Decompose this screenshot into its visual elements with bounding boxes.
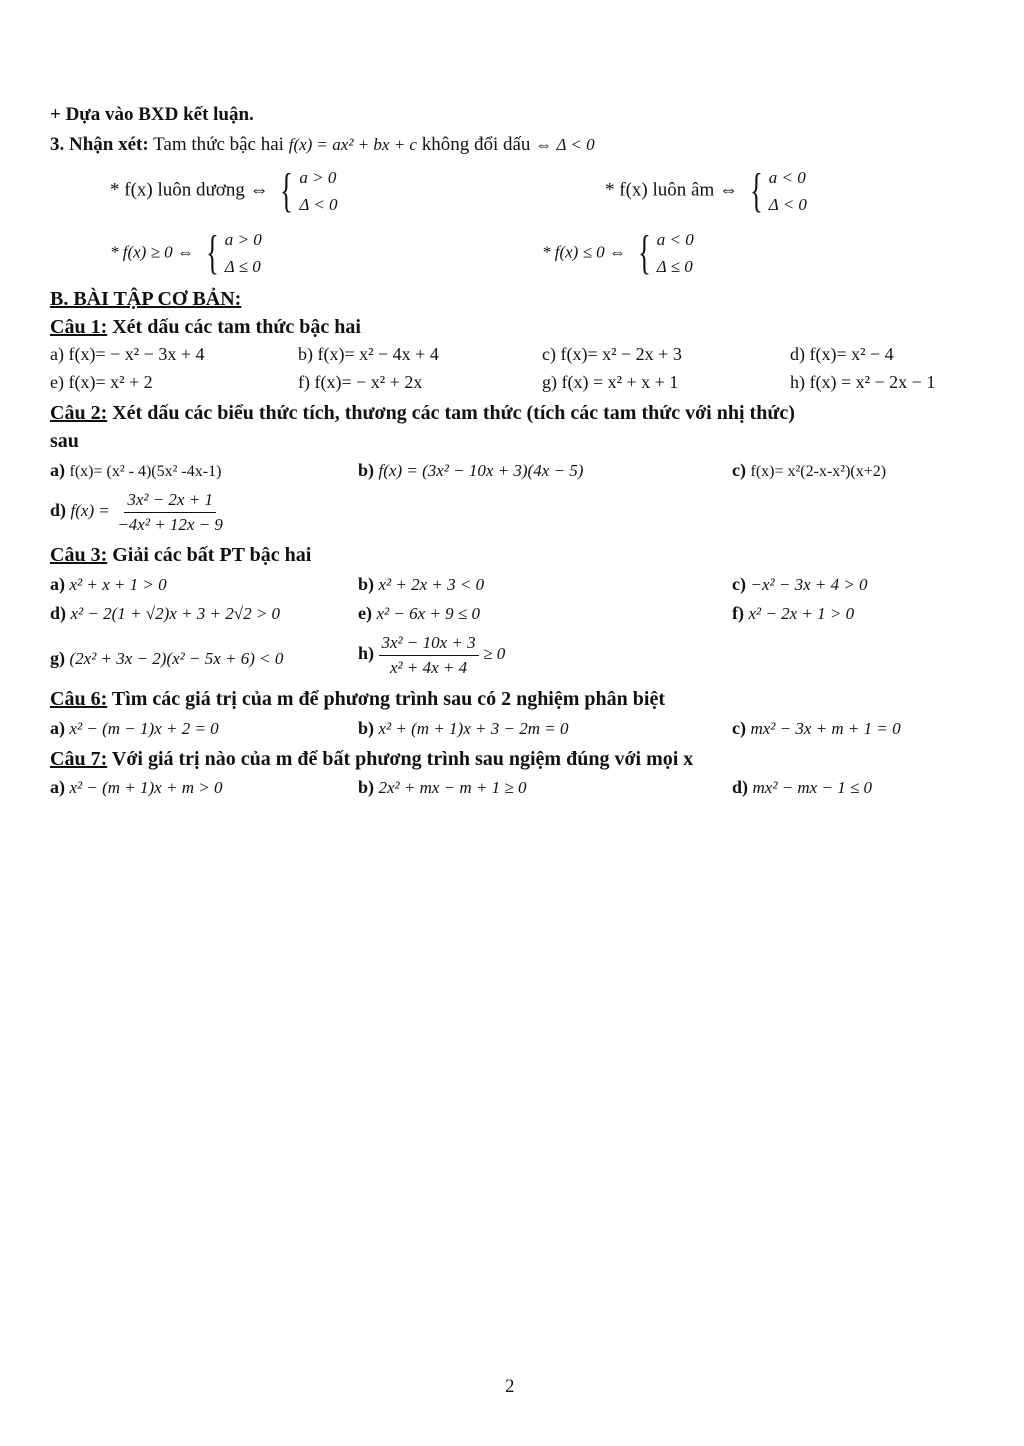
section-b-heading: B. BÀI TẬP CƠ BẢN: (50, 288, 242, 310)
remark-text2: không đổi dấu (421, 134, 531, 155)
q6-item-b (358, 718, 568, 739)
q2-d-fraction (114, 490, 226, 534)
q7-expr-b: 2x² + mx − m + 1 ≥ 0 (378, 778, 527, 797)
q2-item-b (358, 460, 583, 481)
q6-item-a (50, 718, 219, 739)
q2-expr-b: f(x) = (3x² − 10x + 3)(4x − 5) (378, 461, 584, 480)
q7-label-d: d) (732, 777, 749, 797)
q1-item-g: g) f(x) = x² + x + 1 (542, 372, 679, 392)
q6-expr-c: mx² − 3x + m + 1 = 0 (750, 719, 901, 738)
q2-heading (50, 402, 795, 425)
q1-item-a: a) f(x)= − x² − 3x + 4 (50, 344, 205, 364)
q3-expr-c: −x² − 3x + 4 > 0 (750, 575, 868, 594)
q3-label: Câu 3: (50, 544, 108, 566)
q3-expr-d: x² − 2(1 + √2)x + 3 + 2√2 > 0 (70, 604, 281, 623)
ge-label: * f(x) ≥ 0 ⇔ (110, 242, 194, 262)
ge-sys-1: a > 0 (224, 230, 262, 249)
q2-label-b: b) (358, 460, 375, 480)
q3-expr-g: (2x² + 3x − 2)(x² − 5x + 6) < 0 (69, 649, 284, 668)
le-condition: * f(x) ≤ 0 ⇔ { a < 0 Δ ≤ 0 (542, 226, 694, 280)
q1-item-d: d) f(x)= x² − 4 (790, 344, 894, 364)
le-label: * f(x) ≤ 0 ⇔ (542, 242, 626, 262)
q7-title: Với giá trị nào của m để bất phương trình sau ngiệm đúng với mọi x (111, 748, 694, 770)
q2-label: Câu 2: (50, 402, 108, 424)
q3-item-g (50, 648, 283, 669)
q3-label-h: h) (358, 643, 375, 664)
q6-label-b: b) (358, 718, 375, 738)
q3-h-numerator: 3x² − 10x + 3 (379, 633, 479, 656)
q7-expr-d: mx² − mx − 1 ≤ 0 (752, 778, 873, 797)
q2-d-denominator: −4x² + 12x − 9 (117, 514, 223, 534)
neg-sys-2: Δ < 0 (768, 195, 807, 215)
q2-label-c: c) (732, 460, 746, 480)
pos-sys-2: Δ < 0 (299, 195, 338, 215)
q2-item-c (732, 460, 886, 481)
q3-h-denominator: x² + 4x + 4 (390, 657, 468, 677)
q1-title: Xét dấu các tam thức bậc hai (112, 316, 361, 338)
q3-h-relation: ≥ 0 (483, 644, 506, 664)
q2-expr-a: f(x)= (x² - 4)(5x² -4x-1) (69, 463, 222, 480)
page-number: 2 (505, 1376, 515, 1397)
q2-title-cont: sau (50, 430, 79, 452)
q7-heading (50, 748, 693, 771)
q2-item-d (50, 490, 226, 534)
q1-item-e: e) f(x)= x² + 2 (50, 372, 153, 392)
q3-item-c (732, 574, 868, 595)
q3-item-e (358, 603, 480, 624)
remark-label: 3. Nhận xét: (50, 134, 149, 155)
pos-sys-1: a > 0 (299, 168, 337, 187)
q7-label-b: b) (358, 777, 375, 797)
q3-title: Giải các bất PT bậc hai (112, 544, 312, 566)
q1-item-b: b) f(x)= x² − 4x + 4 (298, 344, 439, 364)
q3-label-f: f) (732, 603, 744, 623)
q7-item-d (732, 777, 872, 798)
q3-item-h (358, 633, 505, 677)
q7-item-b (358, 777, 527, 798)
q7-label-a: a) (50, 777, 65, 797)
q3-label-e: e) (358, 603, 372, 623)
q2-expr-c: f(x)= x²(2-x-x²)(x+2) (750, 463, 887, 480)
q6-title: Tìm các giá trị của m để phương trình sau có 2 nghiệm phân biệt (111, 688, 665, 710)
q2-d-prefix: f(x) = (70, 501, 110, 521)
q3-h-fraction (379, 633, 479, 677)
q2-item-a (50, 460, 221, 481)
q6-expr-a: x² − (m − 1)x + 2 = 0 (69, 719, 219, 738)
remark-formula: f(x) = ax² + bx + c (288, 135, 417, 154)
q3-label-b: b) (358, 574, 375, 594)
q2-label-d: d) (50, 500, 67, 521)
q3-expr-e: x² − 6x + 9 ≤ 0 (376, 604, 480, 623)
le-sys-1: a < 0 (656, 230, 694, 249)
remark-cond: ⇔ Δ < 0 (535, 135, 595, 154)
q3-label-d: d) (50, 603, 67, 623)
q7-expr-a: x² − (m + 1)x + m > 0 (69, 778, 223, 797)
q3-expr-b: x² + 2x + 3 < 0 (378, 575, 485, 594)
q2-label-a: a) (50, 460, 65, 480)
q2-d-numerator: 3x² − 2x + 1 (124, 490, 216, 513)
pos-condition: * f(x) luôn dương ⇔ { a > 0 Δ < 0 (110, 164, 338, 218)
q7-item-a (50, 777, 222, 798)
q2-title: Xét dấu các biểu thức tích, thương các tam thức (tích các tam thức với nhị thức) (112, 402, 795, 424)
q3-expr-f: x² − 2x + 1 > 0 (748, 604, 855, 623)
ge-condition: * f(x) ≥ 0 ⇔ { a > 0 Δ ≤ 0 (110, 226, 262, 280)
q3-label-g: g) (50, 648, 65, 668)
q1-item-h: h) f(x) = x² − 2x − 1 (790, 372, 936, 392)
q6-expr-b: x² + (m + 1)x + 3 − 2m = 0 (378, 719, 569, 738)
q7-label: Câu 7: (50, 748, 108, 770)
q3-label-a: a) (50, 574, 65, 594)
remark-line (50, 134, 595, 156)
q6-item-c (732, 718, 901, 739)
q6-label: Câu 6: (50, 688, 108, 710)
ge-sys-2: Δ ≤ 0 (224, 257, 261, 277)
q1-item-c: c) f(x)= x² − 2x + 3 (542, 344, 682, 364)
q1-label: Câu 1: (50, 316, 108, 338)
remark-text: Tam thức bậc hai (153, 134, 284, 155)
le-sys-2: Δ ≤ 0 (656, 257, 693, 277)
q3-item-d (50, 603, 280, 624)
neg-sys-1: a < 0 (768, 168, 806, 187)
q1-item-f: f) f(x)= − x² + 2x (298, 372, 423, 392)
q3-item-a (50, 574, 167, 595)
q3-item-f (732, 603, 854, 624)
neg-condition: * f(x) luôn âm ⇔ { a < 0 Δ < 0 (605, 164, 807, 218)
q3-heading (50, 544, 311, 567)
q3-expr-a: x² + x + 1 > 0 (69, 575, 167, 594)
q1-heading (50, 316, 361, 339)
pos-label: * f(x) luôn dương ⇔ (110, 179, 269, 201)
q6-label-c: c) (732, 718, 746, 738)
q6-label-a: a) (50, 718, 65, 738)
q6-heading (50, 688, 665, 711)
neg-label: * f(x) luôn âm ⇔ (605, 179, 738, 201)
intro-line1: + Dựa vào BXD kết luận. (50, 104, 254, 125)
q3-label-c: c) (732, 574, 746, 594)
q3-item-b (358, 574, 484, 595)
